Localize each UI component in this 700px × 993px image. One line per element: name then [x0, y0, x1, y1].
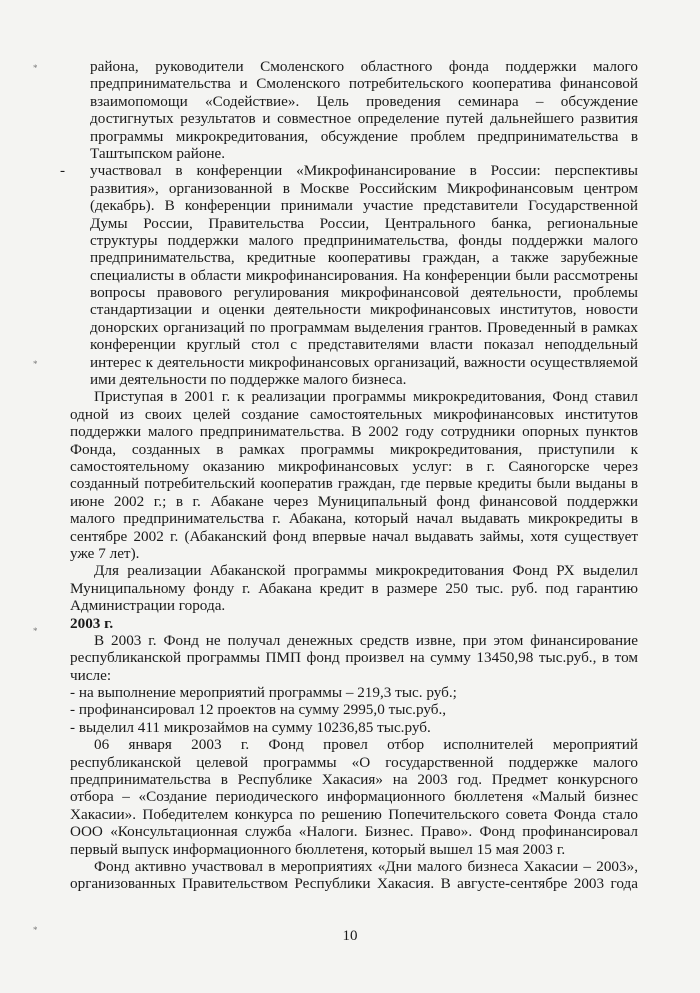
text-line: В 2003 г. Фонд не получал денежных средств извне, при этом финансирование — [94, 631, 638, 649]
text-line: Фонда, созданных в рамках программы микрокредитования, приступили к — [70, 440, 638, 458]
page-number: 10 — [342, 928, 358, 944]
text-line: конференции круглый стол с представителями власти показал неподдельный — [90, 336, 638, 354]
text-line: Хакасии». Победителем конкурса по решению Попечительского совета Фонда стало — [70, 805, 638, 823]
text-line: интерес к деятельности микрофинансовых организаций, важности осуществляемой — [90, 353, 638, 371]
text-line: донорских организаций по программам выделения грантов. Проведенный в рамках — [90, 318, 638, 336]
text-line: специалисты в области микрофинансирования. На конференции были рассмотрены — [90, 266, 638, 284]
text-line: Для реализации Абаканской программы микрокредитования Фонд РХ выделил — [94, 562, 638, 580]
text-line: программы микрокредитования, обсуждение проблем предпринимательства в — [90, 127, 638, 145]
text-line: достигнутых результатов и совместное определение путей дальнейшего развития — [90, 110, 638, 128]
text-line: республиканской целевой программы «О государственной поддержке малого — [70, 753, 638, 771]
punch-mark: * — [33, 63, 38, 73]
text-line: участвовал в конференции «Микрофинансирование в России: перспективы — [90, 162, 638, 180]
text-line: ими деятельности по поддержке малого бизнеса. — [90, 371, 407, 389]
list-item: - профинансировал 12 проектов на сумму 2995,0 тыс.руб., — [70, 701, 447, 719]
text-line: одной из своих целей создание самостоятельных микрофинансовых институтов — [70, 405, 638, 423]
text-line: Фонд активно участвовал в мероприятиях «Дни малого бизнеса Хакасии – 2003», — [94, 857, 638, 875]
text-line: развития», организованной в Москве Российским Микрофинансовым центром — [90, 179, 638, 197]
text-line: отбора – «Создание периодического информационного бюллетеня «Малый бизнес — [70, 788, 638, 806]
text-line: самостоятельному оказанию микрофинансовых услуг: в г. Саяногорске через — [70, 457, 638, 475]
bullet-dash: - — [60, 162, 66, 180]
text-line: Муниципальному фонду г. Абакана кредит в размере 250 тыс. руб. под гарантию — [70, 579, 638, 597]
bullet-item — [60, 162, 638, 180]
text-line: уже 7 лет). — [70, 544, 140, 562]
text-line: структуры поддержки малого предпринимательства, фонды поддержки малого — [90, 231, 638, 249]
text-line: первый выпуск информационного бюллетеня, который вышел 15 мая 2003 г. — [70, 840, 566, 858]
text-line: июне 2002 г.; в г. Абакане через Муниципальный фонд финансовой поддержки — [70, 492, 638, 510]
text-line: взаимопомощи «Содействие». Цель проведения семинара – обсуждение — [90, 92, 638, 110]
text-line: Администрации города. — [70, 597, 226, 615]
text-line: (декабрь). В конференции принимали участие представители Государственной — [90, 197, 638, 215]
section-heading: 2003 г. — [70, 614, 114, 632]
text-line: предпринимательства и Смоленского потребительского кооператива финансовой — [90, 75, 638, 93]
text-line: Думы России, Правительства России, Центрального банка, региональные — [90, 214, 638, 232]
text-line: сентябре 2002 г. (Абаканский фонд впервые начал выдавать займы, хотя существует — [70, 527, 638, 545]
list-item: - на выполнение мероприятий программы – 219,3 тыс. руб.; — [70, 684, 457, 702]
text-line: малого предпринимательства г. Абакана, который начал выдавать микрокредиты в — [70, 510, 638, 528]
text-line: района, руководители Смоленского областного фонда поддержки малого — [90, 58, 638, 75]
list-item: - выделил 411 микрозаймов на сумму 10236,85 тыс.руб. — [70, 718, 431, 736]
text-line: ООО «Консультационная служба «Налоги. Бизнес. Право». Фонд профинансировал — [70, 823, 638, 841]
text-line: Таштыпском районе. — [90, 144, 226, 162]
text-line: числе: — [70, 666, 112, 684]
text-line: созданный потребительский кооператив граждан, где первые кредиты были выданы в — [70, 475, 638, 493]
punch-mark: * — [33, 925, 38, 935]
text-line: предпринимательства в Республике Хакасия» на 2003 год. Предмет конкурсного — [70, 771, 638, 789]
punch-mark: * — [33, 626, 38, 636]
text-line: стандартизации и оценки деятельности микрофинансовых институтов, новости — [90, 301, 638, 319]
text-line: поддержки малого предпринимательства. В 2002 году сотрудники опорных пунктов — [70, 423, 638, 441]
text-line: республиканской программы ПМП фонд произвел на сумму 13450,98 тыс.руб., в том — [70, 649, 638, 667]
text-line: Приступая в 2001 г. к реализации программы микрокредитования, Фонд ставил — [94, 388, 638, 406]
body-text — [60, 58, 638, 893]
text-line: 06 января 2003 г. Фонд провел отбор исполнителей мероприятий — [94, 736, 638, 754]
text-line: организованных Правительством Республики Хакасия. В августе-сентябре 2003 года — [70, 875, 638, 893]
punch-mark: * — [33, 359, 38, 369]
text-line: вопросы правового регулирования микрофинансовой деятельности, проблемы — [90, 284, 638, 302]
text-line: предпринимательства, кредитные кооперативы граждан, а также зарубежные — [90, 249, 638, 267]
